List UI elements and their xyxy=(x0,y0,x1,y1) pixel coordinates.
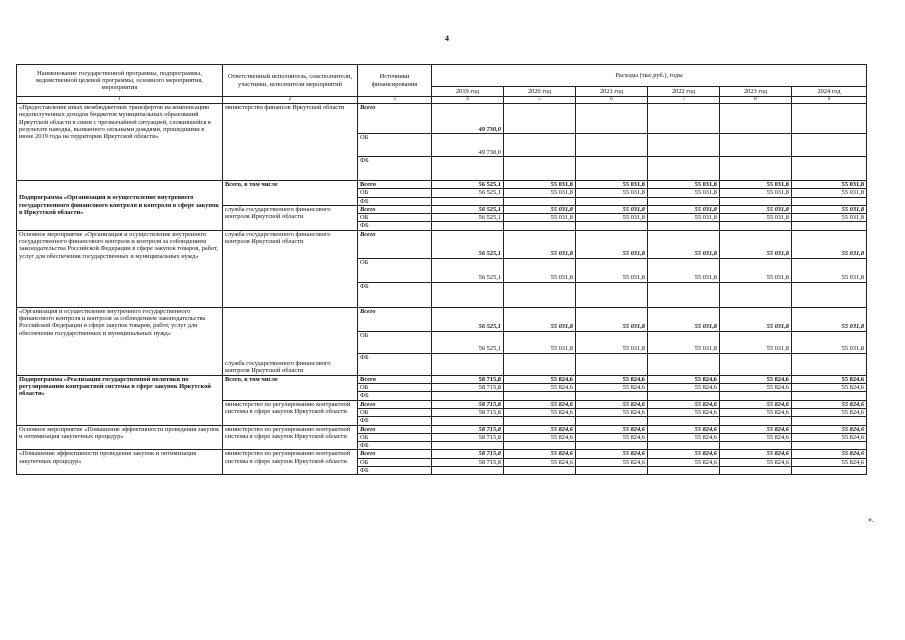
event-name: «Организация и осуществление внутреннего государственного финансового контроля и контроля за соблюдением законодательства Российской Федерации в сфере закупок товаров, работ, услуг для обеспечения государственных и муниципальных нужд» xyxy=(17,307,223,375)
source-cell: ОБ xyxy=(358,433,432,441)
value-cell: 55 031,8 xyxy=(792,205,867,213)
source-cell: ОБ xyxy=(358,189,432,197)
header-expenses: Расходы (тыс.руб.), годы xyxy=(432,65,867,87)
header-year: 2023 год xyxy=(720,87,792,97)
col-index: 1 xyxy=(17,97,223,104)
value-cell: 58 715,8 xyxy=(432,384,504,392)
table-row xyxy=(17,181,867,189)
value-cell: 55 031,8 xyxy=(504,205,576,213)
value-cell: 55 031,8 xyxy=(576,189,648,197)
col-index: 9 xyxy=(792,97,867,104)
header-executor: Ответственный исполнитель, соисполнители, участники, исполнители мероприятий xyxy=(223,65,358,97)
main-event-name: Основное мероприятие «Организация и осуществление внутреннего государственного финансового контроля и контроля за соблюдением законодательства Российской Федерации в сфере закупок товаров, работ, услуг для обеспечения государственных и муниципальных нужд» xyxy=(17,230,223,307)
value-cell: 55 031,8 xyxy=(648,214,720,222)
executor-cell: Всего, в том числе xyxy=(223,181,358,206)
source-cell: Всего xyxy=(358,450,432,458)
source-cell: ОБ xyxy=(358,331,432,353)
value-cell: 55 031,8 xyxy=(504,258,576,282)
value-cell: 55 824,6 xyxy=(504,408,576,416)
value-cell: 55 824,6 xyxy=(720,458,792,466)
value-cell: 55 824,6 xyxy=(792,433,867,441)
value-cell: 58 715,8 xyxy=(432,375,504,383)
value-cell: 55 824,6 xyxy=(504,384,576,392)
value-cell: 55 824,6 xyxy=(648,400,720,408)
value-cell: 55 824,6 xyxy=(576,400,648,408)
value-cell: 55 031,8 xyxy=(576,181,648,189)
source-cell: ФБ xyxy=(358,282,432,307)
value-cell: 55 031,8 xyxy=(720,258,792,282)
source-cell: Всего xyxy=(358,104,432,134)
value-cell: 55 824,6 xyxy=(504,400,576,408)
value-cell: 55 031,8 xyxy=(720,331,792,353)
executor-cell: министерство по регулированию контрактной системы в сфере закупок Иркутской области xyxy=(223,400,358,425)
value-cell: 55 824,6 xyxy=(720,408,792,416)
executor-cell: министерство по регулированию контрактной системы в сфере закупок Иркутской области xyxy=(223,450,358,475)
col-index: 3 xyxy=(358,97,432,104)
value-cell: 58 715,8 xyxy=(432,450,504,458)
value-cell: 55 824,6 xyxy=(504,425,576,433)
source-cell: ФБ xyxy=(358,157,432,181)
closing-mark: ». xyxy=(868,515,874,524)
executor-cell: министерство по регулированию контрактной системы в сфере закупок Иркутской области xyxy=(223,425,358,450)
value-cell: 55 824,6 xyxy=(648,425,720,433)
col-index: 2 xyxy=(223,97,358,104)
table-row xyxy=(17,375,867,383)
value-cell: 55 824,6 xyxy=(576,375,648,383)
value-cell: 55 031,8 xyxy=(720,214,792,222)
col-index: 8 xyxy=(720,97,792,104)
value-cell: 55 031,8 xyxy=(576,258,648,282)
source-cell: ОБ xyxy=(358,134,432,157)
source-cell: ОБ xyxy=(358,384,432,392)
value-cell: 56 525,1 xyxy=(432,331,504,353)
value-cell: 55 031,8 xyxy=(720,205,792,213)
value-cell: 55 824,6 xyxy=(576,433,648,441)
executor-cell: служба государственного финансового контроля Иркутской области xyxy=(223,307,358,375)
value-cell: 55 031,8 xyxy=(576,214,648,222)
value-cell: 58 715,8 xyxy=(432,408,504,416)
value-cell: 55 824,6 xyxy=(792,384,867,392)
table-row xyxy=(17,307,867,331)
source-cell: Всего xyxy=(358,425,432,433)
value-cell: 55 031,8 xyxy=(648,307,720,331)
executor-cell: служба государственного финансового контроля Иркутской области xyxy=(223,230,358,307)
value-cell: 58 715,8 xyxy=(432,458,504,466)
value-cell: 49 730,0 xyxy=(432,104,504,134)
value-cell: 55 824,6 xyxy=(504,433,576,441)
source-cell: ФБ xyxy=(358,467,432,475)
header-source: Источники финансирования xyxy=(358,65,432,97)
value-cell: 55 031,8 xyxy=(792,258,867,282)
value-cell: 55 824,6 xyxy=(720,375,792,383)
executor-cell: служба государственного финансового контроля Иркутской области xyxy=(223,205,358,230)
col-index: 4 xyxy=(432,97,504,104)
header-row xyxy=(17,65,867,87)
value-cell: 55 031,8 xyxy=(504,230,576,258)
table-row xyxy=(17,425,867,433)
value-cell: 58 715,8 xyxy=(432,433,504,441)
value-cell: 55 824,6 xyxy=(504,450,576,458)
value-cell: 55 824,6 xyxy=(576,384,648,392)
table-row xyxy=(17,230,867,258)
value-cell: 55 824,6 xyxy=(648,450,720,458)
col-index: 7 xyxy=(648,97,720,104)
value-cell: 55 031,8 xyxy=(792,189,867,197)
value-cell: 55 031,8 xyxy=(792,230,867,258)
value-cell: 55 824,6 xyxy=(720,450,792,458)
value-cell: 55 031,8 xyxy=(792,181,867,189)
source-cell: ФБ xyxy=(358,353,432,375)
value-cell: 55 031,8 xyxy=(792,331,867,353)
event-name: «Предоставление иных межбюджетных трансфертов на компенсацию недополученных доходов бюджетов муниципальных образований Иркутской области в связи с чрезвычайной ситуацией, сложившейся в результате паводка, вызванного сильными дождями, прошедшими в июне 2019 года на территории Иркутской области» xyxy=(17,104,223,181)
value-cell: 55 824,6 xyxy=(720,425,792,433)
value-cell: 55 031,8 xyxy=(504,181,576,189)
header-name: Наименование государственной программы, подпрограммы, ведомственной целевой программы, основного мероприятия, мероприятия xyxy=(17,65,223,97)
source-cell: ОБ xyxy=(358,258,432,282)
value-cell: 55 031,8 xyxy=(576,307,648,331)
subprogram-name: Подпрограмма «Реализация государственной политики по регулированию контрактной системы в сфере закупок Иркутской области» xyxy=(17,375,223,425)
value-cell: 55 824,6 xyxy=(576,408,648,416)
value-cell: 58 715,8 xyxy=(432,400,504,408)
value-cell: 55 824,6 xyxy=(648,458,720,466)
value-cell: 55 031,8 xyxy=(576,331,648,353)
source-cell: ФБ xyxy=(358,417,432,425)
header-year: 2022 год xyxy=(648,87,720,97)
value-cell: 55 031,8 xyxy=(648,181,720,189)
event-name: «Повышение эффективности проведения закупок и оптимизация закупочных процедур» xyxy=(17,450,223,475)
value-cell: 56 525,1 xyxy=(432,307,504,331)
header-year: 2020 год xyxy=(504,87,576,97)
value-cell: 55 031,8 xyxy=(504,214,576,222)
page-number: 4 xyxy=(445,34,449,43)
value-cell: 56 525,1 xyxy=(432,189,504,197)
col-index: 5 xyxy=(504,97,576,104)
source-cell: ОБ xyxy=(358,408,432,416)
value-cell: 55 031,8 xyxy=(504,331,576,353)
value-cell: 55 824,6 xyxy=(720,400,792,408)
source-cell: ФБ xyxy=(358,197,432,205)
value-cell: 58 715,8 xyxy=(432,425,504,433)
value-cell: 55 824,6 xyxy=(576,458,648,466)
source-cell: Всего xyxy=(358,230,432,258)
value-cell: 55 824,6 xyxy=(648,384,720,392)
value-cell: 55 031,8 xyxy=(648,189,720,197)
value-cell: 55 031,8 xyxy=(720,307,792,331)
value-cell: 55 824,6 xyxy=(792,408,867,416)
value-cell: 55 031,8 xyxy=(576,230,648,258)
value-cell: 56 525,1 xyxy=(432,230,504,258)
value-cell: 56 525,1 xyxy=(432,258,504,282)
value-cell: 55 031,8 xyxy=(504,307,576,331)
col-index: 6 xyxy=(576,97,648,104)
source-cell: ФБ xyxy=(358,442,432,450)
value-cell: 55 031,8 xyxy=(720,230,792,258)
table-row xyxy=(17,450,867,458)
value-cell: 55 824,6 xyxy=(576,425,648,433)
value-cell: 55 824,6 xyxy=(504,375,576,383)
executor-cell: министерство финансов Иркутской области xyxy=(223,104,358,181)
value-cell: 49 730,0 xyxy=(432,134,504,157)
value-cell: 55 031,8 xyxy=(648,230,720,258)
value-cell: 55 031,8 xyxy=(576,205,648,213)
value-cell: 55 824,6 xyxy=(648,408,720,416)
value-cell: 55 031,8 xyxy=(504,189,576,197)
subprogram-name: Подпрограмма «Организация и осуществление внутреннего государственного финансового контроля и контроля в сфере закупок в Иркутской области» xyxy=(17,181,223,231)
value-cell: 55 031,8 xyxy=(720,189,792,197)
value-cell: 55 824,6 xyxy=(648,433,720,441)
header-year: 2019 год xyxy=(432,87,504,97)
value-cell: 55 031,8 xyxy=(792,307,867,331)
value-cell: 56 525,1 xyxy=(432,214,504,222)
value-cell: 56 525,1 xyxy=(432,205,504,213)
value-cell: 55 824,6 xyxy=(792,425,867,433)
source-cell: Всего xyxy=(358,400,432,408)
value-cell: 55 824,6 xyxy=(792,450,867,458)
source-cell: Всего xyxy=(358,375,432,383)
header-year: 2024 год xyxy=(792,87,867,97)
table-row xyxy=(17,104,867,134)
source-cell: Всего xyxy=(358,307,432,331)
source-cell: Всего xyxy=(358,181,432,189)
value-cell: 55 031,8 xyxy=(648,331,720,353)
value-cell: 55 824,6 xyxy=(720,433,792,441)
value-cell: 55 824,6 xyxy=(576,450,648,458)
value-cell: 55 824,6 xyxy=(792,458,867,466)
value-cell: 55 031,8 xyxy=(648,205,720,213)
source-cell: ОБ xyxy=(358,214,432,222)
value-cell: 55 031,8 xyxy=(720,181,792,189)
budget-table xyxy=(16,64,867,475)
source-cell: ОБ xyxy=(358,458,432,466)
source-cell: ФБ xyxy=(358,392,432,400)
value-cell: 55 824,6 xyxy=(792,375,867,383)
header-year: 2021 год xyxy=(576,87,648,97)
executor-cell: Всего, в том числе xyxy=(223,375,358,400)
value-cell: 56 525,1 xyxy=(432,181,504,189)
value-cell: 55 824,6 xyxy=(504,458,576,466)
source-cell: ФБ xyxy=(358,222,432,230)
index-row xyxy=(17,97,867,104)
value-cell: 55 824,6 xyxy=(792,400,867,408)
value-cell: 55 031,8 xyxy=(648,258,720,282)
source-cell: Всего xyxy=(358,205,432,213)
value-cell: 55 031,8 xyxy=(792,214,867,222)
main-event-name: Основное мероприятие «Повышение эффективности проведения закупок и оптимизация закупочных процедур» xyxy=(17,425,223,450)
value-cell: 55 824,6 xyxy=(648,375,720,383)
value-cell: 55 824,6 xyxy=(720,384,792,392)
